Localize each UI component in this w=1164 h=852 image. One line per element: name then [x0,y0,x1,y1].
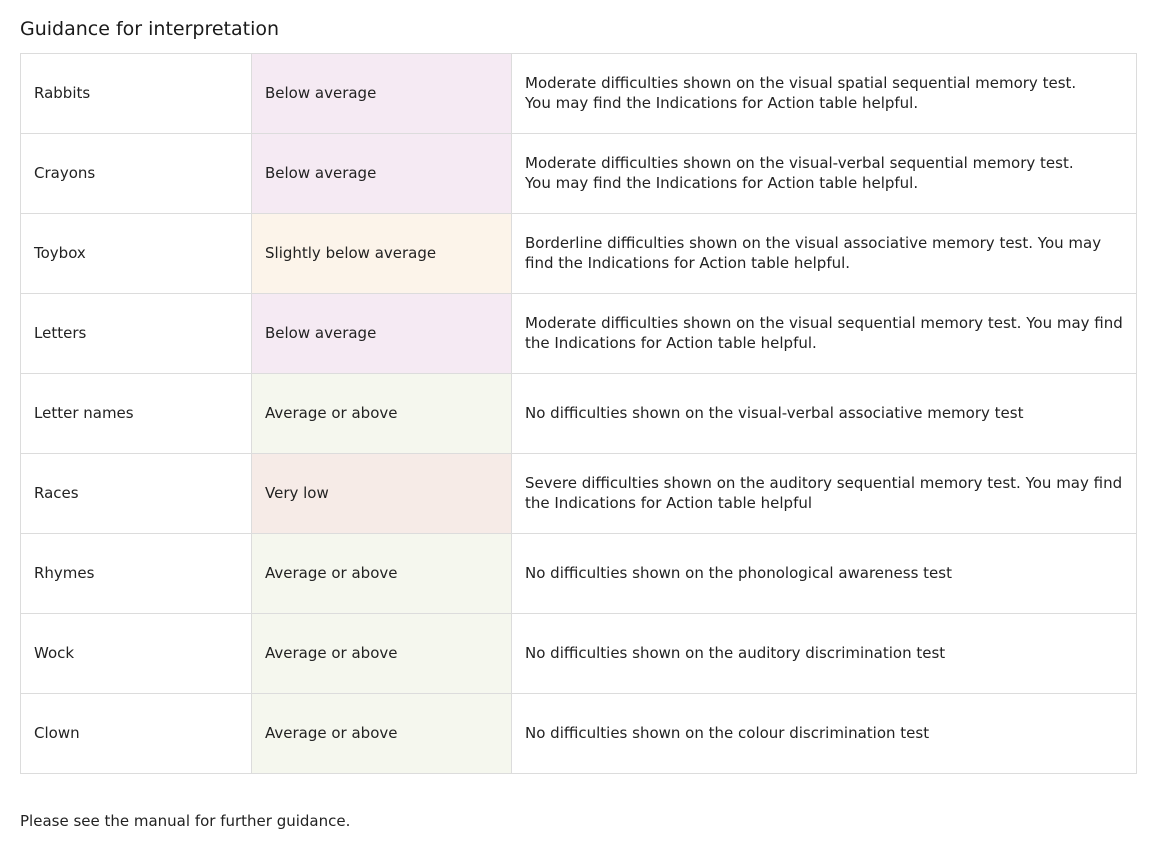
result-description: No difficulties shown on the colour discrimination test [512,694,1137,774]
table-row [21,614,1137,694]
result-description: Moderate difficulties shown on the visual spatial sequential memory test. You may find the Indications for Action table helpful. [512,54,1137,134]
test-name: Letter names [21,374,252,454]
test-name: Rhymes [21,534,252,614]
result-level: Very low [252,454,512,534]
table-row [21,454,1137,534]
table-row [21,534,1137,614]
test-name: Crayons [21,134,252,214]
guidance-table [20,53,1137,774]
table-row [21,374,1137,454]
result-level: Average or above [252,694,512,774]
result-level: Average or above [252,614,512,694]
page-title: Guidance for interpretation [20,18,280,40]
table-row [21,54,1137,134]
result-level: Average or above [252,534,512,614]
test-name: Rabbits [21,54,252,134]
result-level: Below average [252,294,512,374]
test-name: Clown [21,694,252,774]
footnote: Please see the manual for further guidance. [20,812,351,830]
result-description: Borderline difficulties shown on the visual associative memory test. You may find the Indications for Action table helpful. [512,214,1137,294]
result-description: No difficulties shown on the visual-verbal associative memory test [512,374,1137,454]
result-level: Below average [252,54,512,134]
result-description: No difficulties shown on the auditory discrimination test [512,614,1137,694]
test-name: Toybox [21,214,252,294]
result-level: Below average [252,134,512,214]
table-row [21,134,1137,214]
table-row [21,294,1137,374]
test-name: Letters [21,294,252,374]
test-name: Wock [21,614,252,694]
table-row [21,694,1137,774]
table-row [21,214,1137,294]
result-description: No difficulties shown on the phonological awareness test [512,534,1137,614]
result-level: Average or above [252,374,512,454]
result-level: Slightly below average [252,214,512,294]
test-name: Races [21,454,252,534]
result-description: Moderate difficulties shown on the visual-verbal sequential memory test. You may find the Indications for Action table helpful. [512,134,1137,214]
result-description: Severe difficulties shown on the auditory sequential memory test. You may find the Indications for Action table helpful [512,454,1137,534]
result-description: Moderate difficulties shown on the visual sequential memory test. You may find the Indications for Action table helpful. [512,294,1137,374]
